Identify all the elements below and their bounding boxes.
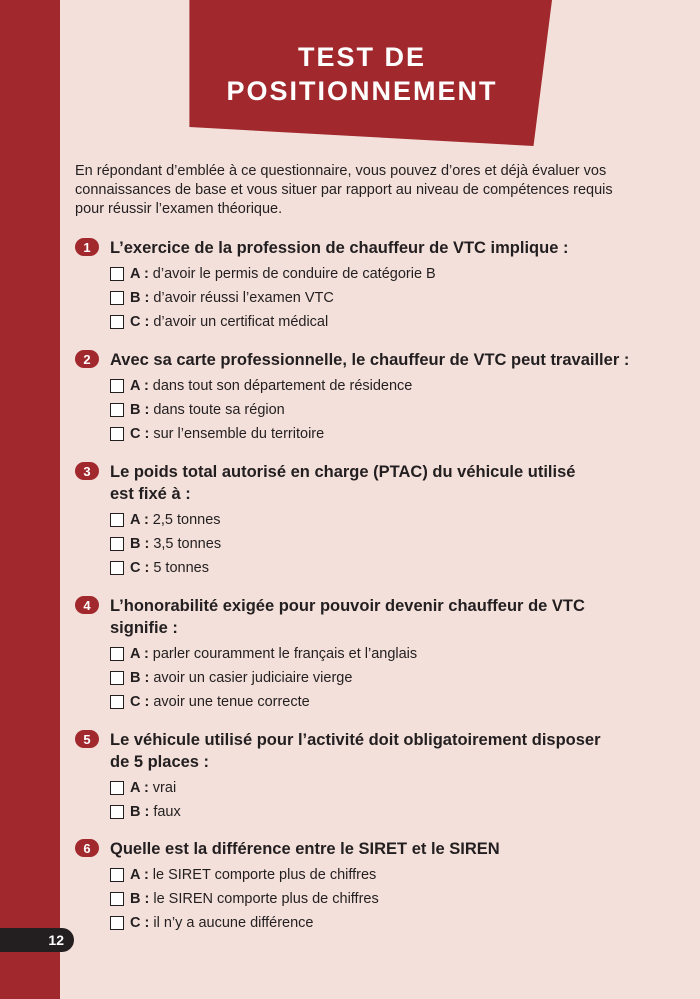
option-a[interactable] <box>110 508 665 532</box>
option-a[interactable] <box>110 776 665 800</box>
option-b[interactable] <box>110 532 665 556</box>
option-letter: A : <box>130 646 149 662</box>
checkbox[interactable] <box>110 513 124 527</box>
question-5 <box>75 729 665 824</box>
checkbox[interactable] <box>110 916 124 930</box>
question-6 <box>75 838 665 935</box>
checkbox[interactable] <box>110 892 124 906</box>
option-letter: C : <box>130 560 150 576</box>
option-text: il n’y a aucune différence <box>153 915 314 931</box>
option-text: le SIRET comporte plus de chiffres <box>152 867 377 883</box>
option-list <box>75 863 665 935</box>
option-letter: A : <box>130 780 149 796</box>
option-letter: A : <box>130 266 149 282</box>
option-letter: C : <box>130 915 150 931</box>
option-letter: B : <box>130 290 150 306</box>
title-line-2: POSITIONNEMENT <box>226 76 498 106</box>
option-b[interactable] <box>110 286 665 310</box>
question-number-badge: 1 <box>75 238 99 256</box>
option-a[interactable] <box>110 374 665 398</box>
question-number-badge: 4 <box>75 596 99 614</box>
question-header <box>75 461 665 505</box>
option-text: avoir un casier judiciaire vierge <box>153 670 353 686</box>
option-letter: A : <box>130 378 149 394</box>
checkbox[interactable] <box>110 267 124 281</box>
option-letter: B : <box>130 670 150 686</box>
checkbox[interactable] <box>110 695 124 709</box>
option-a[interactable] <box>110 642 665 666</box>
checkbox[interactable] <box>110 805 124 819</box>
page-number: 12 <box>0 928 74 952</box>
question-header <box>75 595 665 639</box>
option-letter: C : <box>130 426 150 442</box>
option-text: dans toute sa région <box>153 402 285 418</box>
checkbox[interactable] <box>110 403 124 417</box>
option-b[interactable] <box>110 887 665 911</box>
option-text: 2,5 tonnes <box>152 512 221 528</box>
checkbox[interactable] <box>110 379 124 393</box>
checkbox[interactable] <box>110 781 124 795</box>
question-header <box>75 838 665 860</box>
side-band <box>0 0 60 999</box>
option-letter: A : <box>130 512 149 528</box>
option-text: vrai <box>152 780 177 796</box>
checkbox[interactable] <box>110 291 124 305</box>
option-text: dans tout son département de résidence <box>152 378 413 394</box>
option-c[interactable] <box>110 556 665 580</box>
question-text: Avec sa carte professionnelle, le chauffeur de VTC peut travailler : <box>110 351 630 369</box>
title-line-1: TEST DE <box>297 42 426 72</box>
option-letter: C : <box>130 694 150 710</box>
option-list <box>75 642 665 714</box>
checkbox[interactable] <box>110 868 124 882</box>
option-letter: C : <box>130 314 150 330</box>
question-2 <box>75 349 665 446</box>
question-4 <box>75 595 665 714</box>
question-3 <box>75 461 665 580</box>
option-text: sur l’ensemble du territoire <box>153 426 325 442</box>
checkbox[interactable] <box>110 561 124 575</box>
question-number-badge: 2 <box>75 350 99 368</box>
option-text: le SIREN comporte plus de chiffres <box>153 891 379 907</box>
question-header <box>75 349 665 371</box>
page-title <box>182 40 542 108</box>
question-number-badge: 6 <box>75 839 99 857</box>
question-header <box>75 237 665 259</box>
option-text: parler couramment le français et l’anglais <box>152 646 418 662</box>
checkbox[interactable] <box>110 671 124 685</box>
option-text: d’avoir un certificat médical <box>153 314 329 330</box>
checkbox[interactable] <box>110 647 124 661</box>
option-letter: B : <box>130 402 150 418</box>
option-b[interactable] <box>110 398 665 422</box>
option-list <box>75 262 665 334</box>
option-letter: B : <box>130 536 150 552</box>
question-text: Le poids total autorisé en charge (PTAC) du véhicule utilisé est fixé à : <box>110 463 576 503</box>
question-1 <box>75 237 665 334</box>
question-text: Le véhicule utilisé pour l’activité doit obligatoirement disposer de 5 places : <box>110 731 601 771</box>
option-text: avoir une tenue correcte <box>153 694 310 710</box>
option-c[interactable] <box>110 911 665 935</box>
question-text: Quelle est la différence entre le SIRET et le SIREN <box>110 840 500 858</box>
option-list <box>75 374 665 446</box>
option-letter: B : <box>130 891 150 907</box>
option-a[interactable] <box>110 863 665 887</box>
checkbox[interactable] <box>110 427 124 441</box>
question-header <box>75 729 665 773</box>
option-text: 3,5 tonnes <box>153 536 222 552</box>
option-c[interactable] <box>110 422 665 446</box>
question-text: L’exercice de la profession de chauffeur de VTC implique : <box>110 239 569 257</box>
option-b[interactable] <box>110 800 665 824</box>
option-a[interactable] <box>110 262 665 286</box>
checkbox[interactable] <box>110 537 124 551</box>
checkbox[interactable] <box>110 315 124 329</box>
option-c[interactable] <box>110 690 665 714</box>
option-c[interactable] <box>110 310 665 334</box>
option-text: faux <box>153 804 181 820</box>
option-letter: B : <box>130 804 150 820</box>
option-text: d’avoir le permis de conduire de catégorie B <box>152 266 436 282</box>
option-b[interactable] <box>110 666 665 690</box>
option-list <box>75 776 665 824</box>
option-list <box>75 508 665 580</box>
option-text: 5 tonnes <box>153 560 209 576</box>
question-text: L’honorabilité exigée pour pouvoir devenir chauffeur de VTC signifie : <box>110 597 585 637</box>
intro-paragraph: En répondant d’emblée à ce questionnaire, vous pouvez d’ores et déjà évaluer vos connaissances de base et vous situer par rapport au niveau de compétences requis pour réussir l’examen théorique. <box>75 163 613 217</box>
option-letter: A : <box>130 867 149 883</box>
question-number-badge: 5 <box>75 730 99 748</box>
question-number-badge: 3 <box>75 462 99 480</box>
option-text: d’avoir réussi l’examen VTC <box>153 290 334 306</box>
